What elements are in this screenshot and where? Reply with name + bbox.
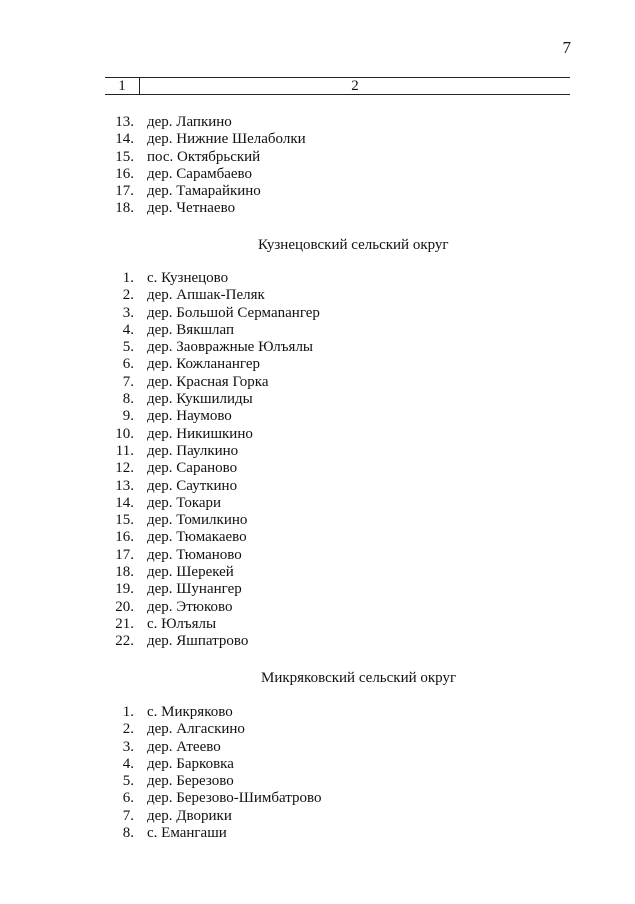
list-item xyxy=(104,183,306,200)
list-item xyxy=(104,426,320,443)
list-item xyxy=(104,478,320,495)
list-item xyxy=(104,825,322,842)
list-item xyxy=(104,512,320,529)
list-item-number: 22. xyxy=(115,633,134,650)
list-item xyxy=(104,270,320,287)
list-item-name: дер. Апшак-Пеляк xyxy=(147,287,265,304)
list-item-number: 4. xyxy=(122,321,134,338)
list-item xyxy=(104,166,306,183)
list-item-name: дер. Кукшилиды xyxy=(147,391,253,408)
list-item xyxy=(104,756,322,773)
list-item xyxy=(104,529,320,546)
list-item-name: дер. Этюково xyxy=(147,598,233,615)
list-item-number: 5. xyxy=(122,339,134,356)
section-title-kuznetsovsky: Кузнецовский сельский округ xyxy=(258,237,449,253)
list-item-number: 6. xyxy=(122,356,134,373)
list-item xyxy=(104,374,320,391)
list-item xyxy=(104,773,322,790)
list-item-number: 12. xyxy=(115,460,134,477)
list-item-name: дер. Четнаево xyxy=(147,200,236,217)
list-item-number: 6. xyxy=(122,790,134,807)
list-item-name: дер. Большой Сермanангер xyxy=(147,304,320,321)
list-item-name: дер. Березово xyxy=(147,773,234,790)
list-item xyxy=(104,114,306,131)
list-item-number: 17. xyxy=(115,183,134,200)
page-number: 7 xyxy=(562,38,571,57)
list-item-name: с. Кузнецово xyxy=(147,270,229,286)
list-item-name: дер. Нижние Шелаболки xyxy=(147,131,306,148)
list-item-name: дер. Никишкино xyxy=(147,425,253,442)
list-item-number: 8. xyxy=(122,825,134,842)
list-item-number: 13. xyxy=(115,114,134,130)
list-item-number: 21. xyxy=(115,615,134,632)
list-item xyxy=(104,739,322,756)
list-item xyxy=(104,149,306,166)
list-item-number: 9. xyxy=(122,408,134,425)
list-item xyxy=(104,339,320,356)
header-column-2: 2 xyxy=(351,78,359,94)
list-item-number: 14. xyxy=(115,494,134,511)
list-item xyxy=(104,721,322,738)
list-item-number: 17. xyxy=(115,546,134,563)
list-item-number: 3. xyxy=(122,304,134,321)
list-item-number: 13. xyxy=(115,477,134,494)
list-item-name: дер. Тюмакаево xyxy=(147,529,247,546)
list-item-name: дер. Березово-Шимбатрово xyxy=(147,790,322,807)
list-item-number: 10. xyxy=(115,425,134,442)
list-item xyxy=(104,408,320,425)
header-column-1: 1 xyxy=(105,78,140,94)
list-item-name: дер. Сараново xyxy=(147,460,238,477)
list-item xyxy=(104,581,320,598)
table-header-row xyxy=(105,77,570,95)
list-item-name: дер. Сауткино xyxy=(147,477,238,494)
list-item-name: дер. Атеево xyxy=(147,738,221,755)
settlement-list-continued xyxy=(104,114,306,218)
list-item-name: дер. Паулкино xyxy=(147,442,239,459)
list-item-number: 20. xyxy=(115,598,134,615)
list-item-number: 18. xyxy=(115,200,134,217)
list-item-name: дер. Вякшлап xyxy=(147,321,235,338)
list-item-number: 3. xyxy=(122,738,134,755)
list-item-number: 1. xyxy=(122,704,134,720)
list-item xyxy=(104,704,322,721)
list-item xyxy=(104,200,306,217)
list-item xyxy=(104,808,322,825)
list-item xyxy=(104,305,320,322)
list-item xyxy=(104,287,320,304)
list-item-name: дер. Сарамбаево xyxy=(147,165,253,182)
list-item-name: дер. Шунангер xyxy=(147,581,242,598)
list-item-number: 7. xyxy=(122,807,134,824)
list-item-number: 4. xyxy=(122,755,134,772)
list-item-name: дер. Яшпатрово xyxy=(147,633,249,650)
list-item xyxy=(104,616,320,633)
list-item-name: с. Микряково xyxy=(147,704,233,720)
list-item-number: 19. xyxy=(115,581,134,598)
list-item xyxy=(104,790,322,807)
list-item-name: дер. Кожланангер xyxy=(147,356,261,373)
settlement-list-mikryakovsky xyxy=(104,704,322,842)
list-item xyxy=(104,633,320,650)
list-item xyxy=(104,547,320,564)
list-item-name: дер. Наумово xyxy=(147,408,232,425)
list-item-name: дер. Дворики xyxy=(147,807,232,824)
list-item-name: дер. Шерекей xyxy=(147,564,234,581)
list-item-name: с. Юлъялы xyxy=(147,615,217,632)
list-item xyxy=(104,495,320,512)
list-item xyxy=(104,460,320,477)
list-item-name: дер. Алгаскино xyxy=(147,721,245,738)
list-item-name: дер. Лапкино xyxy=(147,114,232,130)
list-item xyxy=(104,443,320,460)
list-item-number: 16. xyxy=(115,529,134,546)
list-item xyxy=(104,131,306,148)
list-item-number: 2. xyxy=(122,721,134,738)
list-item-name: дер. Тамарайкино xyxy=(147,183,261,200)
settlement-list-kuznetsovsky xyxy=(104,270,320,651)
list-item xyxy=(104,599,320,616)
list-item-number: 2. xyxy=(122,287,134,304)
list-item-number: 5. xyxy=(122,773,134,790)
list-item-number: 7. xyxy=(122,373,134,390)
list-item-number: 14. xyxy=(115,131,134,148)
list-item-name: дер. Заовражные Юлъялы xyxy=(147,339,314,356)
list-item-name: дер. Тюманово xyxy=(147,546,242,563)
list-item-number: 18. xyxy=(115,564,134,581)
list-item-number: 15. xyxy=(115,148,134,165)
list-item xyxy=(104,391,320,408)
list-item xyxy=(104,356,320,373)
list-item-number: 16. xyxy=(115,165,134,182)
list-item-number: 1. xyxy=(122,270,134,286)
list-item xyxy=(104,564,320,581)
list-item-name: с. Емангаши xyxy=(147,825,227,842)
list-item-number: 8. xyxy=(122,391,134,408)
section-title-mikryakovsky: Микряковский сельский округ xyxy=(261,670,457,686)
list-item-name: пос. Октябрьский xyxy=(147,148,261,165)
list-item-name: дер. Томилкино xyxy=(147,512,248,529)
list-item-number: 15. xyxy=(115,512,134,529)
list-item-name: дер. Токари xyxy=(147,494,222,511)
list-item xyxy=(104,322,320,339)
list-item-name: дер. Барковка xyxy=(147,755,234,772)
list-item-number: 11. xyxy=(115,442,134,459)
list-item-name: дер. Красная Горка xyxy=(147,373,269,390)
